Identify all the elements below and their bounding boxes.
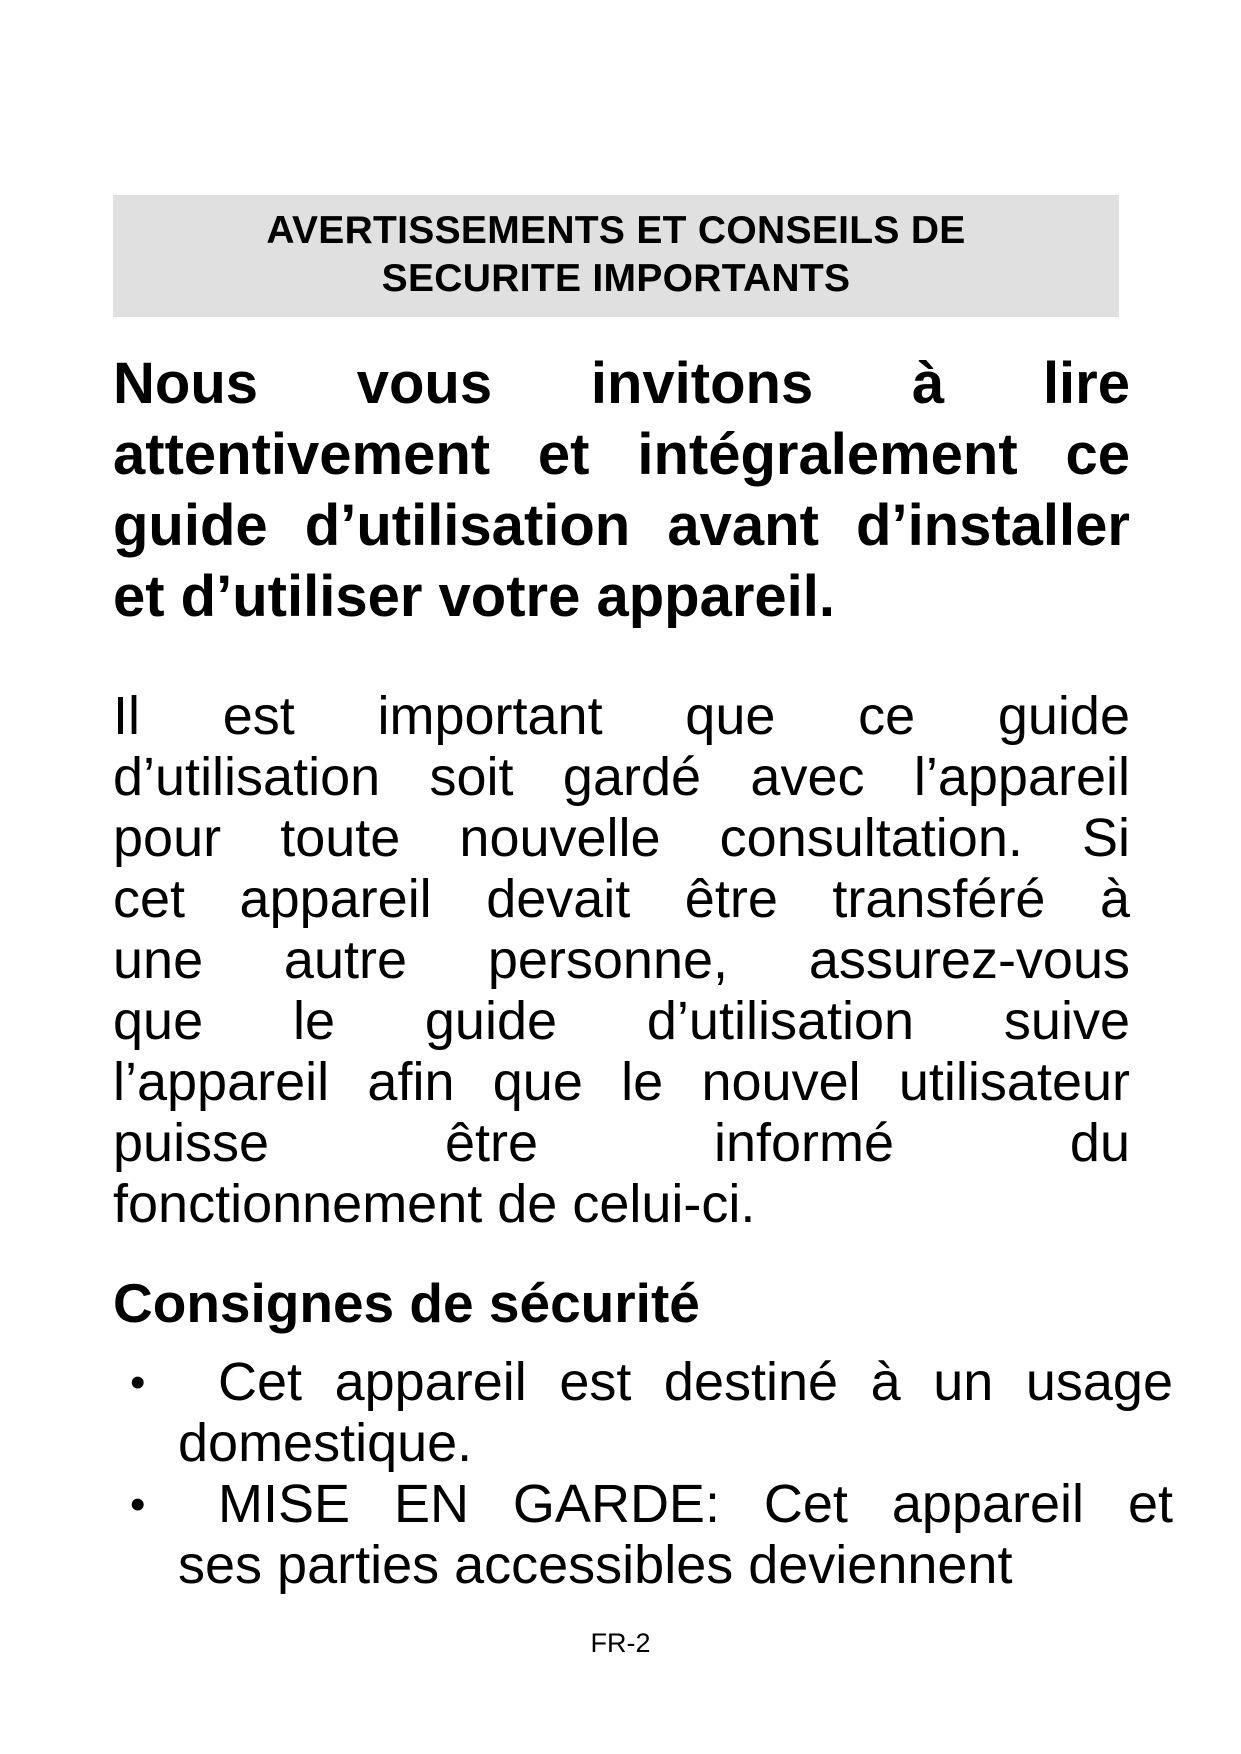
list-item xyxy=(113,1474,1173,1596)
bullet-line: domestique. xyxy=(178,1413,473,1473)
intro-line: et d’utiliser votre appareil. xyxy=(113,564,835,629)
section-title: Consignes de sécurité xyxy=(113,1272,700,1334)
intro-paragraph xyxy=(113,348,1130,632)
body-line: Il est important que ce guide xyxy=(113,686,1130,746)
body-line: fonctionnement de celui-ci. xyxy=(113,1174,756,1234)
bullet-line: MISE EN GARDE: Cet appareil et xyxy=(218,1474,1173,1534)
body-line: puisse être informé du xyxy=(113,1113,1130,1173)
bullet-icon: • xyxy=(130,1480,146,1529)
intro-line: Nous vous invitons à lire xyxy=(113,351,1130,416)
section-header-box xyxy=(113,195,1119,317)
list-item xyxy=(113,1352,1173,1474)
header-title-line-1: AVERTISSEMENTS ET CONSEILS DE xyxy=(266,209,966,252)
body-line: cet appareil devait être transféré à xyxy=(113,869,1130,929)
intro-line: guide d’utilisation avant d’installer xyxy=(113,493,1130,558)
body-line: que le guide d’utilisation suive xyxy=(113,991,1130,1051)
intro-line: attentivement et intégralement ce xyxy=(113,422,1130,487)
safety-bullet-list xyxy=(113,1352,1173,1596)
body-line: une autre personne, assurez-vous xyxy=(113,930,1130,990)
bullet-line: ses parties accessibles deviennent xyxy=(178,1535,1013,1595)
body-line: l’appareil afin que le nouvel utilisateur xyxy=(113,1052,1130,1112)
header-title-line-2: SECURITE IMPORTANTS xyxy=(381,257,851,300)
body-line: d’utilisation soit gardé avec l’appareil xyxy=(113,747,1130,807)
bullet-icon: • xyxy=(130,1358,146,1407)
body-line: pour toute nouvelle consultation. Si xyxy=(113,808,1130,868)
bullet-line: Cet appareil est destiné à un usage xyxy=(218,1352,1173,1412)
page-number: FR-2 xyxy=(590,1628,651,1658)
body-paragraph xyxy=(113,686,1130,1235)
